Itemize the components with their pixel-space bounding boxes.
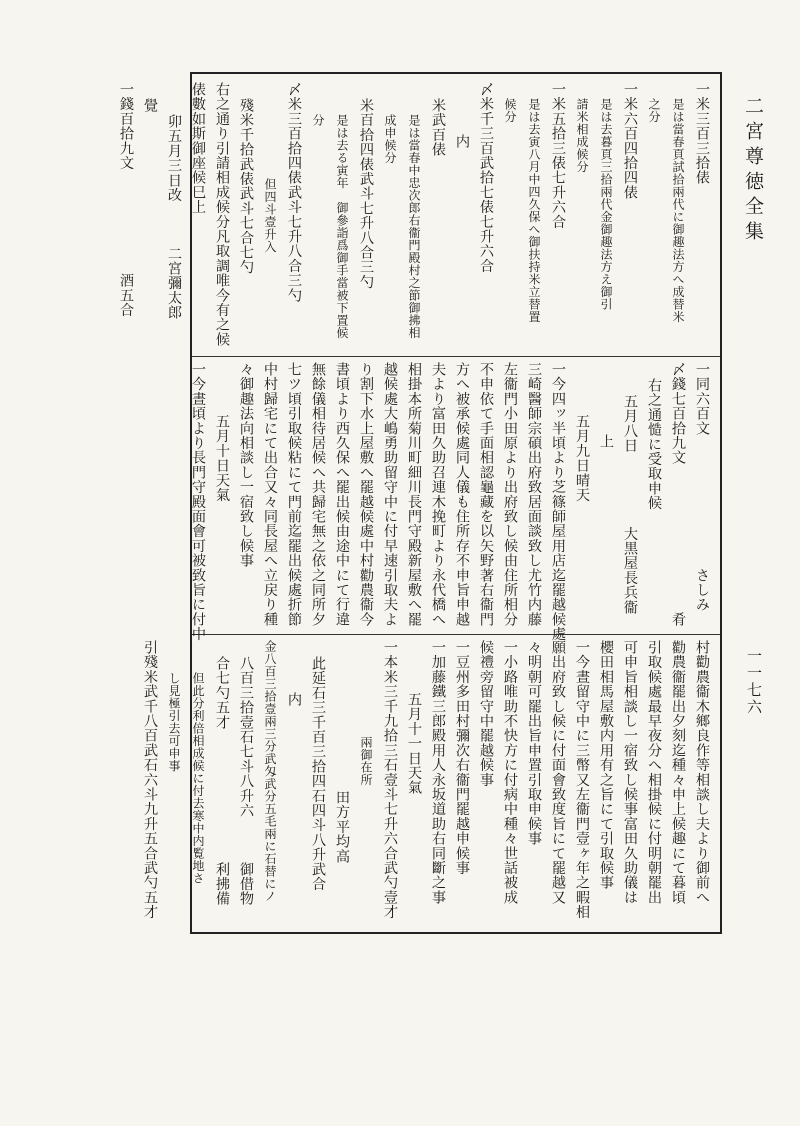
- text-line: 五月十一日天氣: [406, 692, 422, 795]
- text-line: 々御趣法向相談し一宿致し候事: [238, 362, 254, 568]
- text-line: 是は當春頁試拾兩代に御趣法方へ成替米: [671, 98, 685, 323]
- text-line: 候分: [503, 98, 517, 123]
- text-line: 櫻田相馬屋敷内用有之旨にて引取候事: [598, 640, 614, 890]
- text-line: 越候處大嶋勇助留守中に付早速引取夫よ: [382, 362, 398, 627]
- text-line: 米百拾四俵武斗七升八合三勺: [358, 98, 374, 290]
- text-line: 是は去暮頁三拾兩代金御趣法方え御引: [599, 98, 613, 311]
- text-line: 引殘米武千八百武石六斗九升五合武勺五才: [142, 640, 158, 920]
- text-line: 之分: [647, 98, 661, 123]
- text-line: 八百三拾壹石七斗八升六 御借物: [238, 656, 254, 906]
- section-divider: [192, 634, 720, 635]
- text-line: 右之通慥に受取申候: [646, 378, 662, 511]
- text-line: 夫より富田久助召連木挽町より永代橋へ: [430, 362, 446, 627]
- section-divider: [192, 356, 720, 357]
- text-line: 不申依て手面相認龜藏を以矢野著右衞門: [478, 362, 494, 627]
- upper-section: [118, 82, 714, 352]
- text-line: 一小路唯助不快方に付病中種々世話被成: [502, 640, 518, 905]
- text-line: 々明朝可罷出旨申置引取申候事: [526, 640, 542, 846]
- lower-section: [142, 640, 714, 930]
- text-line: 田方平均高: [334, 790, 350, 864]
- text-line: 勸農衞罷出夕刻迄種々申上候趣にて暮頃: [670, 640, 686, 905]
- text-line: 米武百俵: [430, 98, 446, 157]
- text-line: 五月九日晴天: [574, 414, 590, 503]
- text-line: 五月十日天氣: [214, 414, 230, 503]
- text-line: 候禮旁留守中罷越候事: [478, 640, 494, 787]
- text-line: 〆米三百拾四俵武斗七升八合三勺: [286, 82, 302, 303]
- text-line: 成申候分: [383, 114, 397, 164]
- text-line: 三崎醫師宗碩出府致居面談致し尤竹内藤: [526, 362, 542, 627]
- text-line: 一本米三千九拾三石壹斗七升六合武勺壹才: [382, 640, 398, 920]
- text-line: 一同六百文 さしみ: [694, 362, 710, 612]
- text-line: 一錢百拾九文 酒五合: [118, 82, 134, 318]
- text-frame: [118, 72, 722, 934]
- text-line: 書頃より西久保へ罷出候由途中にて行違: [334, 362, 350, 627]
- text-line: 〆錢七百拾九文 肴: [670, 362, 686, 627]
- text-line: 合七勺五才 利拂備: [214, 656, 230, 906]
- middle-section: [190, 362, 714, 642]
- page-number: 一一七六: [745, 648, 763, 716]
- text-line: 俵數如斯御座候巳上: [190, 82, 206, 215]
- text-line: 一米五拾三俵七升六合: [550, 82, 566, 229]
- text-line: 一米三百三拾俵: [694, 82, 710, 185]
- text-line: 引取候處最早夜分へ相掛候に付明朝罷出: [646, 640, 662, 905]
- text-line: 金八百三拾壹兩三分武匁武分五毛兩に石替にノ: [263, 640, 277, 903]
- text-line: 殘米千拾武俵武斗七合七勺: [238, 98, 254, 275]
- text-line: 一豆州多田村彌次右衞門罷越申候事: [454, 640, 470, 876]
- text-line: 七ツ頃引取候粘にて門前迄罷出候處折節: [286, 362, 302, 627]
- text-line: 相掛本所菊川町細川長門守殿新屋敷へ罷: [406, 362, 422, 627]
- text-line: 方へ被承候處同人儀も住所存不申旨申越: [454, 362, 470, 627]
- text-line: 内: [286, 692, 302, 707]
- text-line: 卯五月三日改 二宮彌太郎: [166, 114, 182, 320]
- text-line: 内: [454, 134, 470, 149]
- text-line: 可申旨相談し一宿致し候事富田久助儀は: [622, 640, 638, 905]
- text-line: 兩御在所: [359, 736, 373, 786]
- text-line: 一米六百四拾四俵: [622, 82, 638, 200]
- text-line: 分: [311, 114, 325, 127]
- text-line: 右之通り引請相成候分凡取調唯今有之候: [214, 82, 230, 347]
- text-line: 此延石三千百三拾四石四斗八升武合: [310, 656, 326, 892]
- text-line: 上: [598, 434, 614, 449]
- text-line: 但四斗壹升入: [263, 178, 277, 253]
- text-line: 是は去る寅年 御參詣爲御手當被下置候: [335, 114, 349, 339]
- text-line: 但此分利倍相成候に付去寒中内覧地さ: [191, 672, 205, 885]
- text-line: 村勸農衞木鄉良作等相談し夫より御前へ: [694, 640, 710, 905]
- text-line: 一今四ッ半頃より芝篠師屋用店迄罷越候處: [550, 362, 566, 642]
- text-line: 覺: [142, 98, 158, 113]
- text-line: 一加藤鐵三郎殿用人永坂道助右同斷之事: [430, 640, 446, 905]
- text-line: 願出府致し候に付面會致度旨にて罷越又: [550, 640, 566, 905]
- text-line: 無餘儀相待居候へ共歸宅無之依之同所夕: [310, 362, 326, 627]
- book-title: 二宮尊徳全集: [742, 96, 764, 246]
- text-line: り割下水上屋敷へ罷越候處中村勸農衞今: [358, 362, 374, 627]
- text-line: 一今晝留守中に三幣又左衞門壹ヶ年之暇相: [574, 640, 590, 920]
- text-line: 是は去寅八月中四久保へ御扶持米立替置: [527, 98, 541, 323]
- text-line: 一今晝頃より長門守殿面會可被致旨に付中: [190, 362, 206, 642]
- text-line: 是は當春中忠次郎右衞門殿村之節御拂相: [407, 114, 421, 339]
- text-line: 中村歸宅にて出合又々同長屋へ立戻り種: [262, 362, 278, 627]
- text-line: 五月八日 大黒屋長兵衞: [622, 394, 638, 615]
- text-line: し見極引去可申事: [167, 672, 181, 772]
- text-line: 請米相成候分: [575, 98, 589, 173]
- text-line: 左衞門小田原より出府致し候由住所相分: [502, 362, 518, 627]
- text-line: 〆米千三百武拾七俵七升六合: [478, 82, 494, 274]
